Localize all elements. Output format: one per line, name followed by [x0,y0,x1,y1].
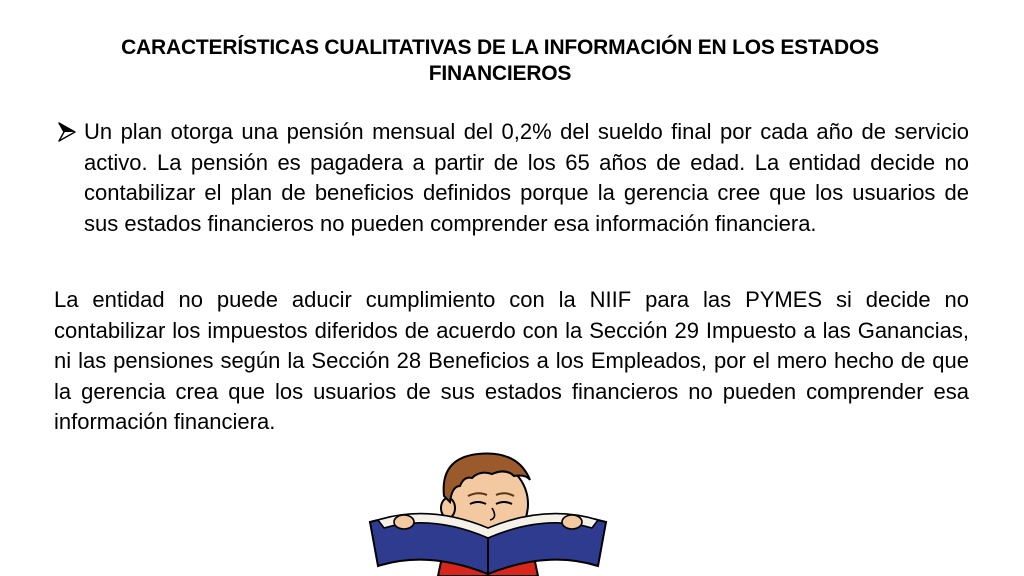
slide-title: CARACTERÍSTICAS CUALITATIVAS DE LA INFORMACIÓN EN LOS ESTADOS FINANCIEROS [121,36,879,85]
bullet-text: Un plan otorga una pensión mensual del 0,2% del sueldo final por cada año de servicio activo. La pensión es pagadera a partir de los 65 años de edad. La entidad decide no contabilizar el plan de beneficios definidos porque la gerencia cree que los usuarios de sus estados financieros no pueden comprender esa información financiera. [84,119,969,236]
reading-person-illustration [368,446,608,576]
bullet-item [58,117,969,239]
arrow-bullet-icon [58,122,76,142]
body-paragraph: La entidad no puede aducir cumplimiento con la NIIF para las PYMES si decide no contabilizar los impuestos diferidos de acuerdo con la Sección 29 Impuesto a las Ganancias, ni las pensiones según la Sección 28 Beneficios a los Empleados, por el mero hecho de que la gerencia crea que los usuarios de sus estados financieros no pueden comprender esa información financiera. [54,287,969,434]
